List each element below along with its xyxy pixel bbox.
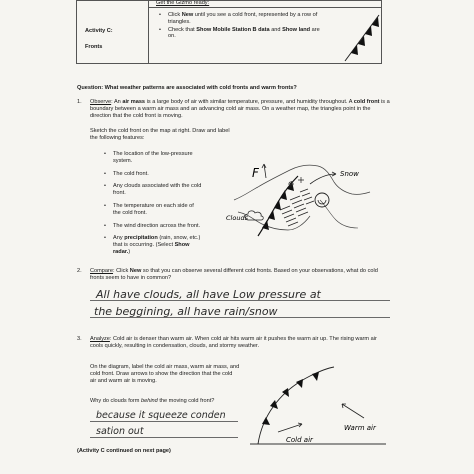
q2-answer-line2: the beggining, all have rain/snow — [94, 305, 278, 318]
sketch-label-f: F — [252, 166, 259, 180]
q1-feature-item: • Any precipitation (rain, snow, etc.) that is occurring. (Select Show radar.) — [104, 235, 202, 255]
q2-number: 2. — [77, 268, 82, 274]
sketch-label-clouds: Clouds — [226, 214, 248, 222]
cold-front-sketch — [218, 140, 388, 245]
diagram-label-cold: Cold air — [286, 436, 313, 444]
question-heading: Question: What weather patterns are associated with cold fronts and warm fronts? — [77, 85, 297, 91]
q1-text: Observe: An air mass is a large body of air with similar temperature, pressure, and humidity throughout. A cold front is a boundary between a warm air mass and an advancing cold air mass. On a weather map, the triangles point in the direction that the cold front is moving. — [90, 99, 390, 119]
q3-answer-line — [90, 421, 238, 422]
q3-text: Analyze: Cold air is denser than warm air. When cold air hits warm air it pushes the warm air up. The rising warm air cools quickly, resulting in condensation, clouds, and stormy weather. — [90, 336, 377, 349]
header-divider — [149, 7, 382, 8]
activity-label: Activity C: — [85, 28, 113, 34]
q1-feature-list — [104, 151, 202, 256]
gizmo-bullets — [159, 12, 327, 40]
front-cross-section-diagram — [248, 362, 388, 452]
footer-continued: (Activity C continued on next page) — [77, 448, 171, 454]
q1-sketch-intro: Sketch the cold front on the map at right. Draw and label the following features: — [90, 128, 230, 141]
diagram-label-warm: Warm air — [344, 424, 376, 432]
q3-why-question: Why do clouds form behind the moving cold front? — [90, 398, 215, 404]
activity-label-cell — [77, 1, 149, 64]
q3-answer-line — [90, 437, 238, 438]
q3-answer-line1: because it squeeze conden — [96, 410, 226, 421]
q3-number: 3. — [77, 336, 82, 342]
gizmo-bullet: • Click New until you see a cold front, represented by a row of triangles. — [159, 12, 327, 26]
q1-feature-item: • The wind direction across the front. — [104, 223, 202, 230]
q1-feature-item: • Any clouds associated with the cold front. — [104, 183, 202, 197]
gizmo-bullet: • Check that Show Mobile Station B data and Show land are on. — [159, 27, 327, 41]
q1-feature-item: • The cold front. — [104, 171, 202, 178]
activity-header-box — [76, 0, 382, 64]
cold-front-triangles-icon — [343, 9, 381, 63]
q3-diagram-intro: On the diagram, label the cold air mass, warm air mass, and cold front. Draw arrows to show the direction that the cold air and warm air is moving. — [90, 364, 240, 384]
q1-feature-item: • The temperature on each side of the cold front. — [104, 203, 202, 217]
q1-feature-item: • The location of the low-pressure system. — [104, 151, 202, 165]
q2-answer-line1: All have clouds, all have Low pressure at — [96, 288, 321, 301]
gizmo-title: Get the Gizmo ready: — [156, 0, 210, 6]
sketch-label-snow: Snow — [340, 170, 359, 178]
q3-answer-line2: sation out — [96, 426, 144, 437]
q1-number: 1. — [77, 99, 82, 105]
q2-text: Compare: Click New so that you can observe several different cold fronts. Based on your observations, what do cold fronts seem to have in common? — [90, 268, 378, 281]
activity-name: Fronts — [85, 44, 103, 50]
